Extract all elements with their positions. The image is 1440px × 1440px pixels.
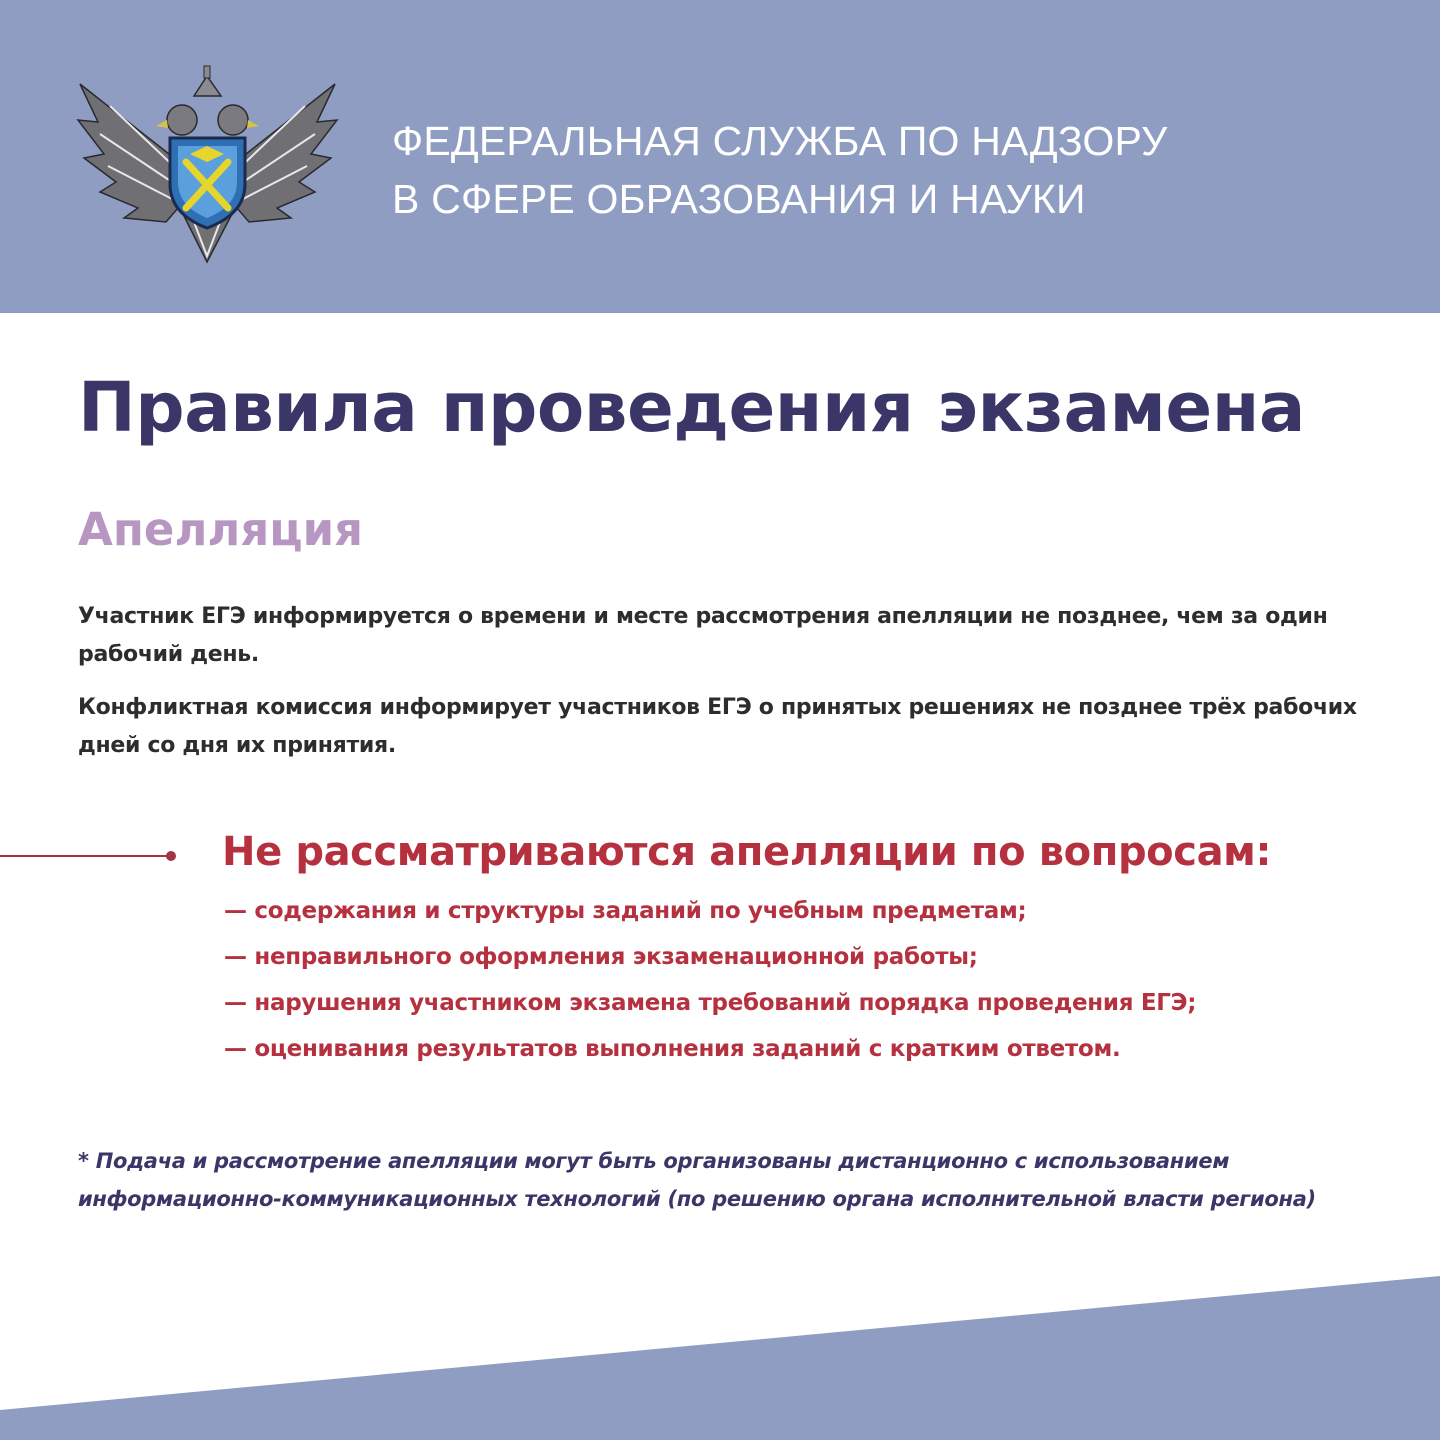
organization-name [392,112,1392,228]
not-considered-list [224,888,1196,1072]
pointer-line-decoration [0,855,168,857]
header-banner [0,0,1440,313]
info-paragraph-1: Участник ЕГЭ информируется о времени и месте рассмотрения апелляции не позднее, чем за один рабочий день. [78,604,1328,667]
pointer-dot-icon [166,851,176,861]
footnote: * Подача и рассмотрение апелляции могут быть организованы дистанционно с использованием информационно-коммуникационных технологий (по решению органа исполнительной власти региона) [78,1149,1316,1211]
list-item: — содержания и структуры заданий по учебным предметам; [224,898,1027,924]
list-item: — оценивания результатов выполнения заданий с кратким ответом. [224,1036,1121,1062]
page-title: Правила проведения экзамена [78,368,1305,448]
double-headed-eagle-emblem-icon [70,62,345,272]
section-subtitle: Апелляция [78,503,364,556]
not-considered-heading: Не рассматриваются апелляции по вопросам: [222,829,1272,875]
bottom-diagonal-band [0,1270,1440,1440]
list-item: — неправильного оформления экзаменационной работы; [224,944,978,970]
list-item: — нарушения участником экзамена требований порядка проведения ЕГЭ; [224,990,1197,1016]
info-paragraph-2: Конфликтная комиссия информирует участников ЕГЭ о принятых решениях не позднее трёх рабочих дней со дня их принятия. [78,695,1357,758]
organization-name-line-1: ФЕДЕРАЛЬНАЯ СЛУЖБА ПО НАДЗОРУ [392,118,1168,164]
organization-name-line-2: В СФЕРЕ ОБРАЗОВАНИЯ И НАУКИ [392,176,1086,222]
